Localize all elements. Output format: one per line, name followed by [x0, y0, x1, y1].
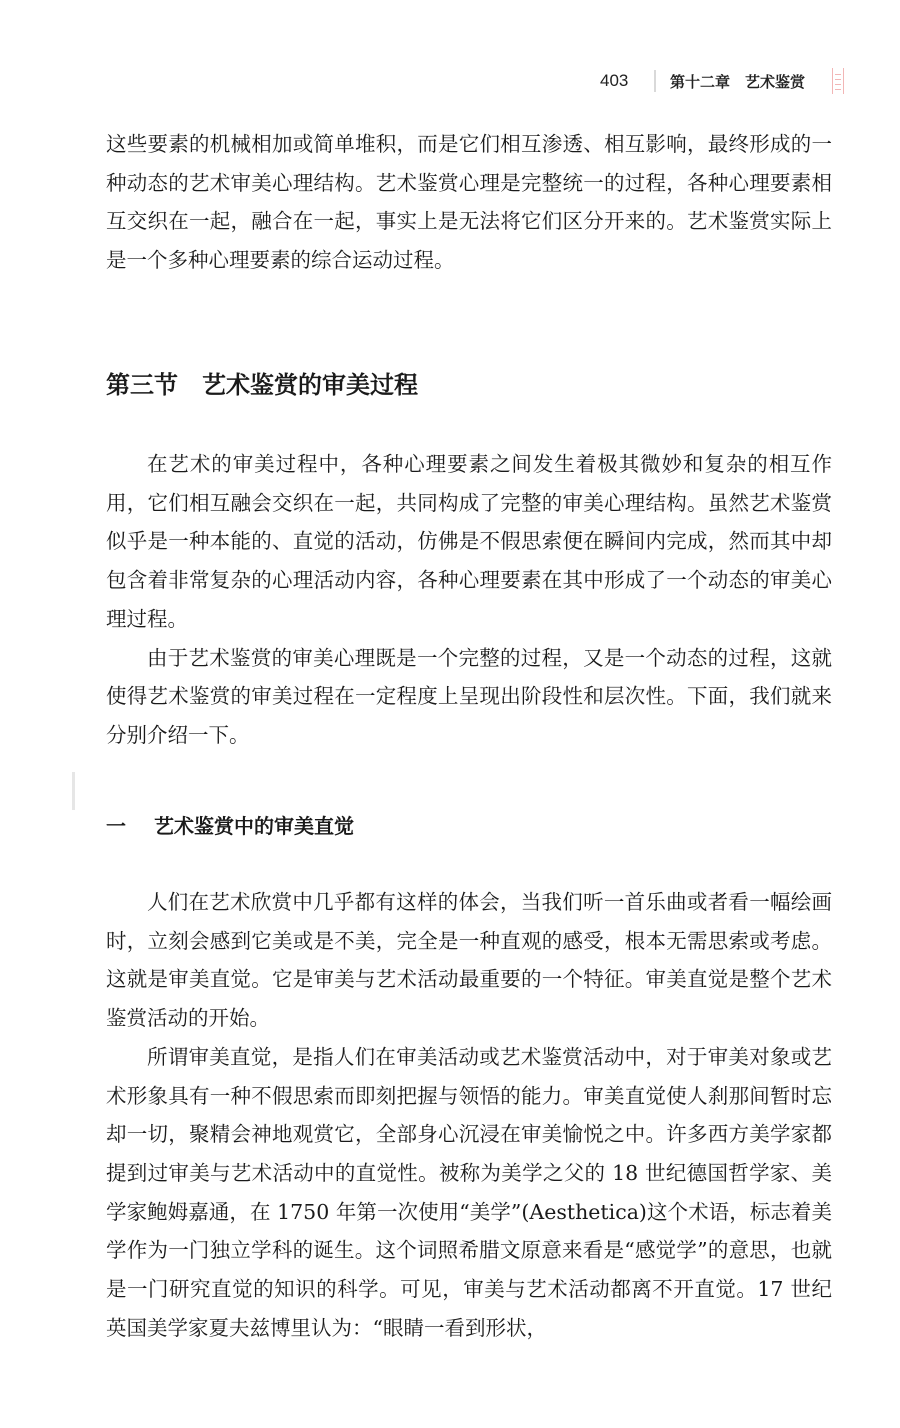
- subsection-body: [106, 883, 832, 1347]
- section-paragraph: 由于艺术鉴赏的审美心理既是一个完整的过程，又是一个动态的过程，这就使得艺术鉴赏的审美过程在一定程度上呈现出阶段性和层次性。下面，我们就来分别介绍一下。: [106, 645, 832, 747]
- section-number: 第三节: [106, 371, 178, 399]
- section-title: 艺术鉴赏的审美过程: [202, 371, 418, 399]
- intro-paragraph: 这些要素的机械相加或简单堆积，而是它们相互渗透、相互影响，最终形成的一种动态的艺术审美心理结构。艺术鉴赏心理是完整统一的过程，各种心理要素相互交织在一起，融合在一起，事实上是无法将它们区分开来的。艺术鉴赏实际上是一个多种心理要素的综合运动过程。: [106, 132, 832, 273]
- chapter-title: 第十二章 艺术鉴赏: [670, 72, 806, 91]
- subsection-title: 艺术鉴赏中的审美直觉: [154, 814, 354, 838]
- page-number: 403: [600, 71, 629, 90]
- section-paragraph: 在艺术的审美过程中，各种心理要素之间发生着极其微妙和复杂的相互作用，它们相互融会交织在一起，共同构成了完整的审美心理结构。虽然艺术鉴赏似乎是一种本能的、直觉的活动，仿佛是不假思索便在瞬间内完成，然而其中却包含着非常复杂的心理活动内容，各种心理要素在其中形成了一个动态的审美心理过程。: [106, 452, 832, 631]
- section-heading: [106, 365, 418, 400]
- subsection-heading: [106, 810, 354, 839]
- header-divider: [654, 70, 656, 92]
- ornament-icon: [832, 68, 844, 94]
- subsection-number: 一: [106, 814, 126, 838]
- margin-mark: [72, 772, 75, 810]
- running-head: [600, 66, 840, 96]
- subsection-paragraph: 人们在艺术欣赏中几乎都有这样的体会，当我们听一首乐曲或者看一幅绘画时，立刻会感到它美或是不美，完全是一种直观的感受，根本无需思索或考虑。这就是审美直觉。它是审美与艺术活动最重要的一个特征。审美直觉是整个艺术鉴赏活动的开始。: [106, 890, 832, 1031]
- section-body: [106, 445, 832, 755]
- intro-text: [106, 125, 832, 280]
- subsection-paragraph: 所谓审美直觉，是指人们在审美活动或艺术鉴赏活动中，对于审美对象或艺术形象具有一种不假思索而即刻把握与领悟的能力。审美直觉使人刹那间暂时忘却一切，聚精会神地观赏它，全部身心沉浸在审美愉悦之中。许多西方美学家都提到过审美与艺术活动中的直觉性。被称为美学之父的 18 世纪德国哲学家、美学家鲍姆嘉通，在 1750 年第一次使用“美学”(Aesthetica)这个术语，标志着美学作为一门独立学科的诞生。这个词照希腊文原意来看是“感觉学”的意思，也就是一门研究直觉的知识的科学。可见，审美与艺术活动都离不开直觉。17 世纪英国美学家夏夫兹博里认为：“眼睛一看到形状，: [106, 1044, 832, 1340]
